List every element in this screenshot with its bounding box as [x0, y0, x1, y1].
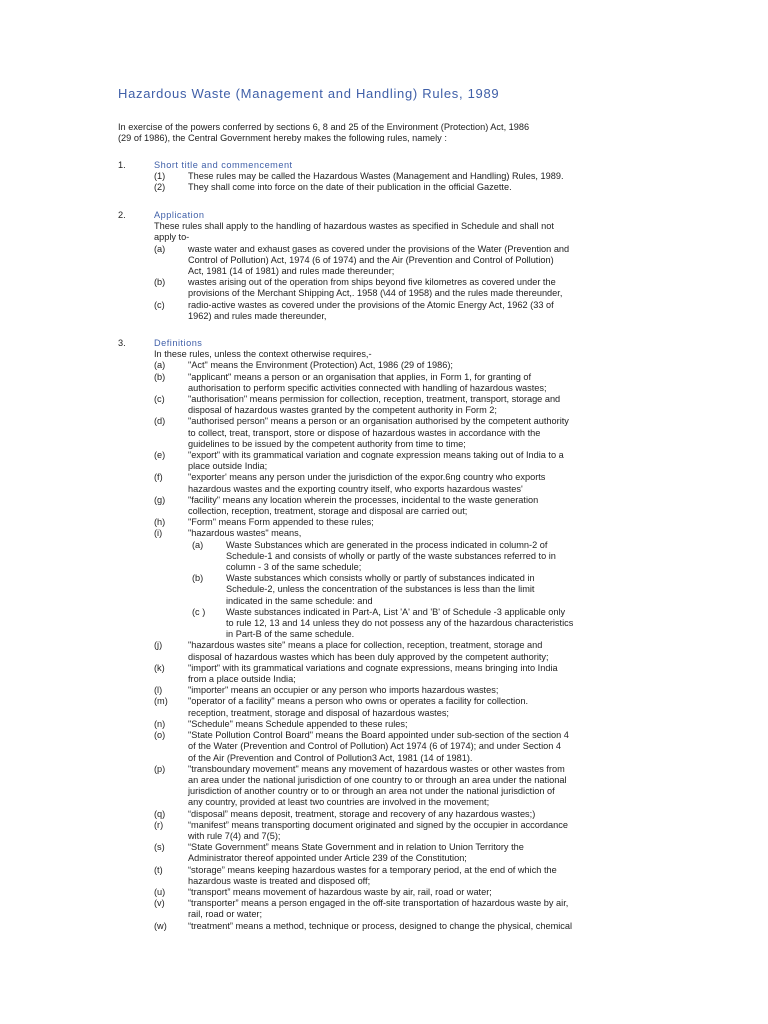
clause-label: (b): [192, 573, 204, 584]
text-line: disposal of hazardous wastes granted by the competent authority in Form 2;: [188, 405, 497, 416]
clause-label: (a): [154, 360, 166, 371]
text-line: hazardous waste is treated and disposed off;: [188, 875, 371, 886]
clause: [154, 719, 619, 730]
intro-line: (29 of 1986), the Central Government hereby makes the following rules, namely :: [118, 133, 447, 144]
clause-text: [188, 730, 619, 764]
clause-text: [188, 182, 619, 193]
text-line: "hazardous wastes site" means a place for collection, reception, treatment, storage and: [188, 640, 543, 651]
clause: [154, 372, 619, 394]
clause: [154, 244, 619, 278]
clause-label: (w): [154, 920, 167, 931]
clause: [154, 898, 619, 920]
clause-text: [188, 719, 619, 730]
clause: [154, 277, 619, 299]
clause-text: [188, 360, 619, 371]
text-line: “disposal” means deposit, treatment, storage and recovery of any hazardous wastes;): [188, 808, 536, 819]
clause: [154, 696, 619, 718]
text-line: “manifest” means transporting document originated and signed by the occupier in accordance: [188, 819, 568, 830]
clause: [154, 921, 619, 932]
text-line: Schedule-1 and consists of wholly or partly of the waste substances referred to in: [226, 550, 556, 561]
text-line: "export" with its grammatical variation and cognate expression means taking out of India to a: [188, 450, 564, 461]
clause-text: [188, 517, 619, 528]
text-line: Schedule-2, unless the concentration of the substances is less than the limit: [226, 584, 535, 595]
text-line: an area under the national jurisdiction of one country to or through an area under the national: [188, 774, 567, 785]
clause-label: (i): [154, 528, 163, 539]
text-line: rail, road or water;: [188, 909, 263, 920]
clause-text: [188, 865, 619, 887]
clause-text: [188, 495, 619, 517]
text-line: “treatment” means a method, technique or process, designed to change the physical, chemical: [188, 920, 573, 931]
clause-label: (k): [154, 662, 165, 673]
text-line: Waste Substances which are generated in the process indicated in column-2 of: [226, 539, 548, 550]
clause-text: [188, 394, 619, 416]
text-line: "transboundary movement" means any movement of hazardous wastes or other wastes from: [188, 763, 565, 774]
clause: [154, 416, 619, 450]
clause-label: (b): [154, 277, 166, 288]
clause: [154, 528, 619, 539]
text-line: any country, provided at least two countries are involved in the movement;: [188, 797, 490, 808]
text-line: "State Pollution Control Board" means the Board appointed under sub-section of the section 4: [188, 730, 569, 741]
text-line: "facility" means any location wherein the processes, incidental to the waste generation: [188, 494, 539, 505]
clause-text: [188, 685, 619, 696]
clause: [154, 685, 619, 696]
clause-label: (h): [154, 517, 166, 528]
clause-label: (2): [154, 182, 166, 193]
text-line: "Act" means the Environment (Protection) Act, 1986 (29 of 1986);: [188, 360, 453, 371]
text-line: reception, treatment, storage and disposal of hazardous wastes;: [188, 707, 449, 718]
section-body: [154, 171, 619, 193]
clause-label: (s): [154, 842, 165, 853]
clause-text: [188, 277, 619, 299]
sub-clause: [154, 607, 619, 641]
clause-text: [188, 640, 619, 662]
clause-text: [188, 663, 619, 685]
text-line: indicated in the same schedule: and: [226, 595, 373, 606]
text-line: "applicant" means a person or an organisation that applies, in Form 1, for granting of: [188, 371, 532, 382]
clause-text: [188, 842, 619, 864]
text-line: wastes arising out of the operation from ships beyond five kilometres as covered under the: [188, 277, 556, 288]
text-line: "hazardous wastes" means,: [188, 528, 302, 539]
clause-label: (c ): [192, 606, 206, 617]
text-line: “storage” means keeping hazardous wastes for a temporary period, at the end of which the: [188, 864, 557, 875]
clause-text: [188, 921, 619, 932]
sub-clause: [154, 573, 619, 607]
text-line: In these rules, unless the context otherwise requires,-: [154, 349, 372, 360]
section-number: 2.: [118, 210, 126, 220]
clause: [154, 171, 619, 182]
text-line: place outside India;: [188, 461, 268, 472]
clause-text: [188, 244, 619, 278]
intro-line: In exercise of the powers conferred by sections 6, 8 and 25 of the Environment (Protection) Act, 1986: [118, 122, 530, 132]
text-line: "exporter' means any person under the jurisdiction of the expor.6ng country who exports: [188, 472, 546, 483]
text-line: from a place outside India;: [188, 674, 296, 685]
text-line: They shall come into force on the date of their publication in the official Gazette.: [188, 182, 512, 193]
clause: [154, 809, 619, 820]
clause-text: [188, 887, 619, 898]
clause-label: (f): [154, 472, 163, 483]
section-body: [154, 221, 619, 322]
clause: [154, 764, 619, 809]
clause-label: (l): [154, 685, 163, 696]
clause-label: (o): [154, 730, 166, 741]
text-line: of the Air (Prevention and Control of Pollution3 Act, 1981 (14 of 1981).: [188, 752, 473, 763]
text-line: "import" with its grammatical variations and cognate expressions, means bringing into India: [188, 662, 558, 673]
clause-text: [226, 607, 619, 641]
section-body: [154, 349, 619, 932]
text-line: Administrator thereof appointed under Article 239 of the Constitution;: [188, 853, 467, 864]
clause-text: [188, 472, 619, 494]
clause: [154, 472, 619, 494]
text-line: authorisation to perform specific activities connected with handling of hazardous wastes;: [188, 382, 547, 393]
clause-text: [188, 898, 619, 920]
section-heading: Short title and commencement: [154, 160, 293, 170]
text-line: "authorised person" means a person or an organisation authorised by the competent authority: [188, 416, 569, 427]
clause: [154, 640, 619, 662]
text-line: in Part-B of the same schedule.: [226, 629, 355, 640]
text-line: These rules shall apply to the handling of hazardous wastes as specified in Schedule and shall not: [154, 221, 554, 232]
clause: [154, 182, 619, 193]
text-line: with rule 7(4) and 7(5);: [188, 830, 281, 841]
clause-text: [188, 300, 619, 322]
clause: [154, 730, 619, 764]
clause-text: [188, 528, 619, 539]
clause-label: (g): [154, 494, 166, 505]
text-line: of the Water (Prevention and Control of Pollution) Act 1974 (6 of 1974); and under Section 4: [188, 741, 561, 752]
clause-label: (t): [154, 864, 163, 875]
clause: [154, 842, 619, 864]
clause-text: [188, 820, 619, 842]
text-line: column - 3 of the same schedule;: [226, 562, 362, 573]
clause-text: [188, 450, 619, 472]
document-title: Hazardous Waste (Management and Handling) Rules, 1989: [118, 86, 500, 101]
text-line: jurisdiction of another country or to or through an area not under the national jurisdiction of: [188, 786, 555, 797]
clause-label: (c): [154, 394, 165, 404]
text-line: radio-active wastes as covered under the provisions of the Atomic Energy Act, 1962 (33 of: [188, 299, 554, 310]
text-line: "importer" means an occupier or any person who imports hazardous wastes;: [188, 685, 499, 696]
clause: [154, 394, 619, 416]
text-line: to collect, treat, transport, store or dispose of hazardous wastes in accordance with the: [188, 427, 541, 438]
clause-label: (a): [154, 243, 166, 254]
clause-text: [188, 416, 619, 450]
clause-label: (q): [154, 808, 166, 819]
clause: [154, 495, 619, 517]
text-line: hazardous wastes and the exporting country itself, who exports hazardous wastes': [188, 483, 523, 494]
text-line: disposal of hazardous wastes which has been duly approved by the competent authority;: [188, 651, 549, 662]
text-line: collection, reception, treatment, storage and disposal are carried out;: [188, 506, 468, 517]
text-line: "operator of a facility" means a person who owns or operates a facility for collection.: [188, 696, 528, 707]
text-line: 1962) and rules made thereunder,: [188, 310, 327, 321]
text-line: Waste substances indicated in Part-A, List 'A' and 'B' of Schedule -3 applicable only: [226, 606, 566, 617]
clause: [154, 865, 619, 887]
clause-label: (d): [154, 416, 166, 427]
clause-label: (c): [154, 299, 165, 310]
text-line: waste water and exhaust gases as covered under the provisions of the Water (Prevention and: [188, 243, 570, 254]
text-line: apply to-: [154, 232, 190, 243]
clause-label: (r): [154, 819, 164, 830]
clause-label: (a): [192, 539, 204, 550]
section-number: 1.: [118, 160, 126, 170]
clause-label: (u): [154, 886, 166, 897]
clause: [154, 300, 619, 322]
clause: [154, 663, 619, 685]
text-line: "Form" means Form appended to these rules;: [188, 517, 374, 528]
clause: [154, 887, 619, 898]
clause: [154, 517, 619, 528]
section-heading: Definitions: [154, 338, 203, 348]
clause-label: (p): [154, 763, 166, 774]
text-line: Control of Pollution) Act, 1974 (6 of 1974) and the Air (Prevention and Control of Pollution): [188, 254, 554, 265]
text-line: “transporter” means a person engaged in the off-site transportation of hazardous waste by air,: [188, 898, 569, 909]
text-line: "Schedule" means Schedule appended to these rules;: [188, 718, 408, 729]
clause-text: [188, 171, 619, 182]
text-line: “State Government” means State Government and in relation to Union Territory the: [188, 842, 524, 853]
text-line: to rule 12, 13 and 14 unless they do not possess any of the hazardous characteristics: [226, 618, 574, 629]
intro-paragraph: [118, 122, 598, 144]
clause-text: [226, 540, 619, 574]
text-line: These rules may be called the Hazardous Wastes (Management and Handling) Rules, 1989.: [188, 171, 564, 182]
section-number: 3.: [118, 338, 126, 348]
text-line: provisions of the Merchant Shipping Act,. 1958 (\44 of 1958) and the rules made thereunder,: [188, 288, 563, 299]
clause-text: [188, 809, 619, 820]
clause-text: [188, 372, 619, 394]
clause-label: (m): [154, 696, 168, 707]
text-line: “transport” means movement of hazardous waste by air, rail, road or water;: [188, 886, 492, 897]
clause-label: (1): [154, 171, 166, 182]
sub-clause: [154, 540, 619, 574]
clause: [154, 820, 619, 842]
clause-label: (n): [154, 718, 166, 729]
clause-label: (v): [154, 898, 165, 909]
clause-text: [188, 696, 619, 718]
clause-text: [188, 764, 619, 809]
clause-label: (j): [154, 640, 163, 651]
text-line: "authorisation" means permission for collection, reception, treatment, transport, storage and: [188, 394, 561, 404]
clause: [154, 360, 619, 371]
clause: [154, 450, 619, 472]
text-line: Act, 1981 (14 of 1981) and rules made thereunder;: [188, 266, 395, 276]
clause-label: (e): [154, 450, 166, 461]
text-line: guidelines to be issued by the competent authority from time to time;: [188, 438, 466, 449]
clause-label: (b): [154, 371, 166, 382]
clause-text: [226, 573, 619, 607]
section-heading: Application: [154, 210, 205, 220]
text-line: Waste substances which consists wholly or partly of substances indicated in: [226, 573, 535, 584]
